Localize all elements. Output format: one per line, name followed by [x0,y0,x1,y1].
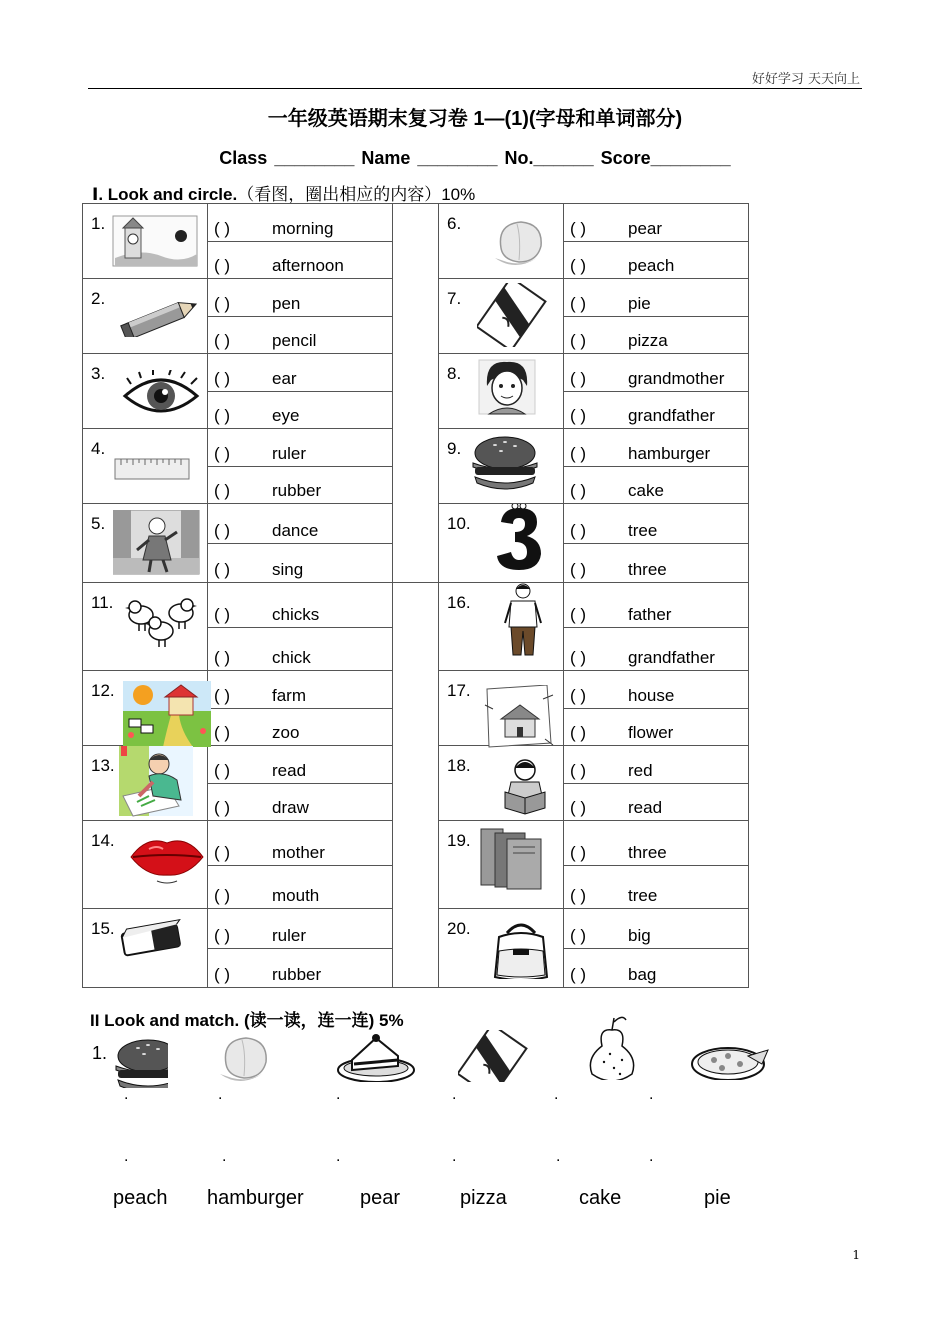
number-three-icon [485,504,545,576]
chicks-icon [119,593,207,651]
option-row[interactable] [208,783,392,820]
option-word: father [628,604,672,624]
answer-parentheses[interactable]: ( ) [570,723,587,742]
options-cell [564,354,749,429]
option-word: three [628,560,667,579]
option-row[interactable] [564,865,748,909]
item-number: 17. [447,681,471,700]
answer-parentheses[interactable]: ( ) [214,886,231,905]
option-row[interactable] [564,627,748,671]
ruler-icon [111,447,193,487]
match-dot-bottom[interactable]: . [649,1148,654,1165]
option-word: mother [272,842,325,862]
option-row[interactable] [208,821,392,865]
picture-cell [439,504,564,583]
section-2-heading: II Look and match. (读一读，连一连) 5% [90,1011,404,1030]
spacer-column [393,204,439,583]
picture-cell [439,354,564,429]
pie-icon [477,283,549,347]
item-number: 9. [447,439,462,458]
option-word: hamburger [628,444,711,463]
hamburger-icon [465,433,547,495]
match-dot-top[interactable]: . [649,1086,654,1103]
header-motto: 好好学习 天天向上 [751,72,860,87]
answer-parentheses[interactable]: ( ) [570,219,587,238]
picture-cell [439,746,564,821]
table-row [83,583,749,671]
item-number: 10. [447,514,471,533]
match-dot-bottom[interactable]: . [124,1148,129,1165]
cake-icon [336,1030,416,1082]
item-number: 6. [447,214,462,233]
answer-parentheses[interactable]: ( ) [214,686,231,705]
match-dot-top[interactable]: . [336,1086,341,1103]
picture-cell [83,821,208,909]
picture-cell [439,204,564,279]
answer-parentheses[interactable]: ( ) [570,965,587,984]
item-number: 1. [91,214,106,233]
options-cell [564,504,749,583]
item-number: 19. [447,831,471,850]
option-word: eye [272,406,300,425]
house-drawing-icon [483,685,555,749]
options-cell [208,746,393,821]
answer-parentheses[interactable]: ( ) [570,294,587,313]
option-row[interactable] [208,948,392,987]
option-row[interactable] [564,204,748,241]
option-row[interactable] [208,279,392,316]
picture-cell [439,671,564,746]
answer-parentheses[interactable]: ( ) [214,406,231,425]
option-word: chick [272,648,311,667]
match-dot-bottom[interactable]: . [336,1148,341,1165]
option-row[interactable] [564,391,748,428]
match-word: hamburger [207,1187,304,1209]
clock-tower-morning-icon [111,214,201,270]
option-word: chicks [272,604,320,624]
option-word: ruler [272,444,307,463]
item-number: 15. [91,919,115,938]
options-cell [564,583,749,671]
options-cell [564,909,749,988]
option-word: red [628,761,653,780]
match-word: cake [579,1187,622,1209]
option-row[interactable] [208,865,392,909]
option-row[interactable] [208,909,392,948]
match-dot-top[interactable]: . [218,1086,223,1103]
option-word: big [628,926,651,945]
options-cell [564,671,749,746]
option-row[interactable] [564,354,748,391]
item-number: 18. [447,756,471,775]
item-number: 16. [447,593,471,612]
options-cell [208,671,393,746]
answer-parentheses[interactable]: ( ) [570,560,587,579]
answer-parentheses[interactable]: ( ) [570,798,587,817]
option-word: peach [628,256,675,275]
option-row[interactable] [208,204,392,241]
answer-parentheses[interactable]: ( ) [214,521,231,540]
option-word: pizza [628,331,668,350]
match-word: pie [704,1187,731,1209]
option-row[interactable] [564,543,748,582]
options-cell [564,204,749,279]
pizza-icon [688,1034,772,1080]
father-icon [503,583,543,657]
books-icon [477,825,545,891]
picture-cell [83,583,208,671]
answer-parentheses[interactable]: ( ) [214,560,231,579]
answer-parentheses[interactable]: ( ) [570,331,587,350]
match-number: 1. [92,1043,108,1063]
answer-parentheses[interactable]: ( ) [214,219,231,238]
section-1-heading [92,180,475,205]
bag-icon [491,919,551,979]
item-number: 5. [91,514,106,533]
answer-parentheses[interactable]: ( ) [214,965,231,984]
picture-cell [83,504,208,583]
farm-icon [123,681,213,749]
answer-parentheses[interactable]: ( ) [570,761,587,780]
item-number: 2. [91,289,106,308]
options-cell [564,429,749,504]
match-dot-bottom[interactable]: . [556,1148,561,1165]
item-number: 4. [91,439,106,458]
match-dot-top[interactable]: . [452,1086,457,1103]
match-dot-top[interactable]: . [124,1086,129,1103]
options-cell [208,504,393,583]
option-row[interactable] [564,466,748,503]
answer-parentheses[interactable]: ( ) [570,886,587,905]
answer-parentheses[interactable]: ( ) [570,406,587,425]
options-cell [208,204,393,279]
option-word: ear [272,369,297,388]
pie-icon [458,1030,534,1082]
option-row[interactable] [564,909,748,948]
item-number: 3. [91,364,106,383]
option-row[interactable] [208,627,392,671]
answer-parentheses[interactable]: ( ) [570,481,587,500]
option-row[interactable] [564,504,748,543]
item-number: 14. [91,831,115,850]
option-row[interactable] [564,316,748,353]
answer-parentheses[interactable]: ( ) [214,723,231,742]
option-row[interactable] [208,746,392,783]
option-row[interactable] [564,671,748,708]
reading-boy-icon [497,756,549,818]
option-word: tree [628,886,658,905]
header-rule [88,88,862,89]
picture-cell [439,279,564,354]
answer-parentheses[interactable]: ( ) [214,256,231,275]
picture-cell [439,583,564,671]
option-word: grandfather [628,648,715,667]
eraser-icon [119,919,183,959]
answer-parentheses[interactable]: ( ) [214,444,231,463]
option-row[interactable] [564,708,748,745]
answer-parentheses[interactable]: ( ) [570,444,587,463]
option-row[interactable] [564,429,748,466]
look-and-circle-table [82,203,749,988]
option-row[interactable] [208,708,392,745]
option-row[interactable] [208,429,392,466]
eye-icon [121,370,201,424]
item-number: 12. [91,681,115,700]
answer-parentheses[interactable]: ( ) [214,331,231,350]
pencil-icon [119,293,203,337]
answer-parentheses[interactable]: ( ) [570,521,587,540]
option-word: sing [272,560,304,579]
picture-cell [439,909,564,988]
picture-cell [439,429,564,504]
option-row[interactable] [564,279,748,316]
answer-parentheses[interactable]: ( ) [214,761,231,780]
answer-parentheses[interactable]: ( ) [570,842,587,862]
picture-cell [83,671,208,746]
option-word: pencil [272,331,317,350]
option-word: morning [272,219,334,238]
option-word: afternoon [272,256,344,275]
option-word: grandfather [628,406,715,425]
option-word: ruler [272,926,307,945]
answer-parentheses[interactable]: ( ) [570,686,587,705]
picture-cell [83,204,208,279]
hamburger-icon [108,1036,168,1088]
answer-parentheses[interactable]: ( ) [570,604,587,624]
options-cell [564,746,749,821]
option-word: pie [628,294,651,313]
match-dot-top[interactable]: . [554,1086,559,1103]
option-word: dance [272,521,319,540]
answer-parentheses[interactable]: ( ) [214,604,231,624]
option-word: draw [272,798,309,817]
options-cell [208,909,393,988]
option-row[interactable] [208,241,392,278]
peach-icon [487,214,547,270]
match-word: peach [113,1187,168,1209]
dancing-girl-icon [113,510,201,576]
option-word: rubber [272,481,322,500]
item-number: 11. [91,593,114,612]
option-row[interactable] [208,543,392,582]
option-row[interactable] [564,821,748,865]
option-word: mouth [272,886,320,905]
options-cell [208,429,393,504]
picture-cell [83,279,208,354]
answer-parentheses[interactable]: ( ) [570,648,587,667]
options-cell [208,354,393,429]
option-row[interactable] [564,746,748,783]
answer-parentheses[interactable]: ( ) [570,256,587,275]
picture-cell [83,429,208,504]
item-number: 13. [91,756,115,775]
options-cell [208,821,393,909]
match-word: pear [360,1187,401,1209]
option-word: rubber [272,965,322,984]
options-cell [564,279,749,354]
item-number: 8. [447,364,462,383]
answer-parentheses[interactable]: ( ) [214,369,231,388]
spacer-column [393,583,439,988]
options-cell [208,583,393,671]
option-word: house [628,686,675,705]
option-word: grandmother [628,369,725,388]
picture-cell [83,354,208,429]
match-dot-bottom[interactable]: . [452,1148,457,1165]
option-word: zoo [272,723,300,742]
page-title: 一年级英语期末复习卷 1—(1)(字母和单词部分) [267,108,683,130]
answer-parentheses[interactable]: ( ) [214,798,231,817]
option-row[interactable] [208,354,392,391]
option-row[interactable] [564,948,748,987]
match-dot-bottom[interactable]: . [222,1148,227,1165]
peach-icon [212,1030,270,1088]
picture-cell [439,821,564,909]
answer-parentheses[interactable]: ( ) [570,926,587,945]
section-1-heading-bold: Ⅰ. Look and circle. [92,185,238,204]
options-cell [208,279,393,354]
option-word: cake [628,481,664,500]
match-word: pizza [460,1187,507,1209]
answer-parentheses[interactable]: ( ) [214,926,231,945]
picture-cell [83,746,208,821]
drawing-boy-icon [119,746,195,818]
option-row[interactable] [564,241,748,278]
answer-parentheses[interactable]: ( ) [570,369,587,388]
answer-parentheses[interactable]: ( ) [214,294,231,313]
section-1-heading-rest: （看图，圈出相应的内容）10% [237,185,476,204]
option-row[interactable] [208,466,392,503]
option-row[interactable] [564,783,748,820]
option-word: pear [628,219,663,238]
option-row[interactable] [564,583,748,627]
page-number: 1 [852,1248,860,1262]
option-word: flower [628,723,674,742]
option-word: farm [272,686,306,705]
mouth-icon [127,829,207,887]
options-cell [564,821,749,909]
option-row[interactable] [208,583,392,627]
item-number: 20. [447,919,471,938]
option-row[interactable] [208,391,392,428]
option-word: pen [272,294,301,313]
picture-cell [83,909,208,988]
student-info-line: Class ________ Name ________ No.______ Score________ [219,148,731,168]
option-row[interactable] [208,316,392,353]
answer-parentheses[interactable]: ( ) [214,648,231,667]
option-word: read [628,798,663,817]
option-word: three [628,842,667,862]
answer-parentheses[interactable]: ( ) [214,481,231,500]
table-row [83,204,749,279]
grandmother-icon [475,358,539,416]
option-row[interactable] [208,671,392,708]
pear-icon [582,1014,640,1080]
answer-parentheses[interactable]: ( ) [214,842,231,862]
option-word: bag [628,965,657,984]
option-row[interactable] [208,504,392,543]
option-word: read [272,761,307,780]
option-word: tree [628,521,658,540]
item-number: 7. [447,289,462,308]
